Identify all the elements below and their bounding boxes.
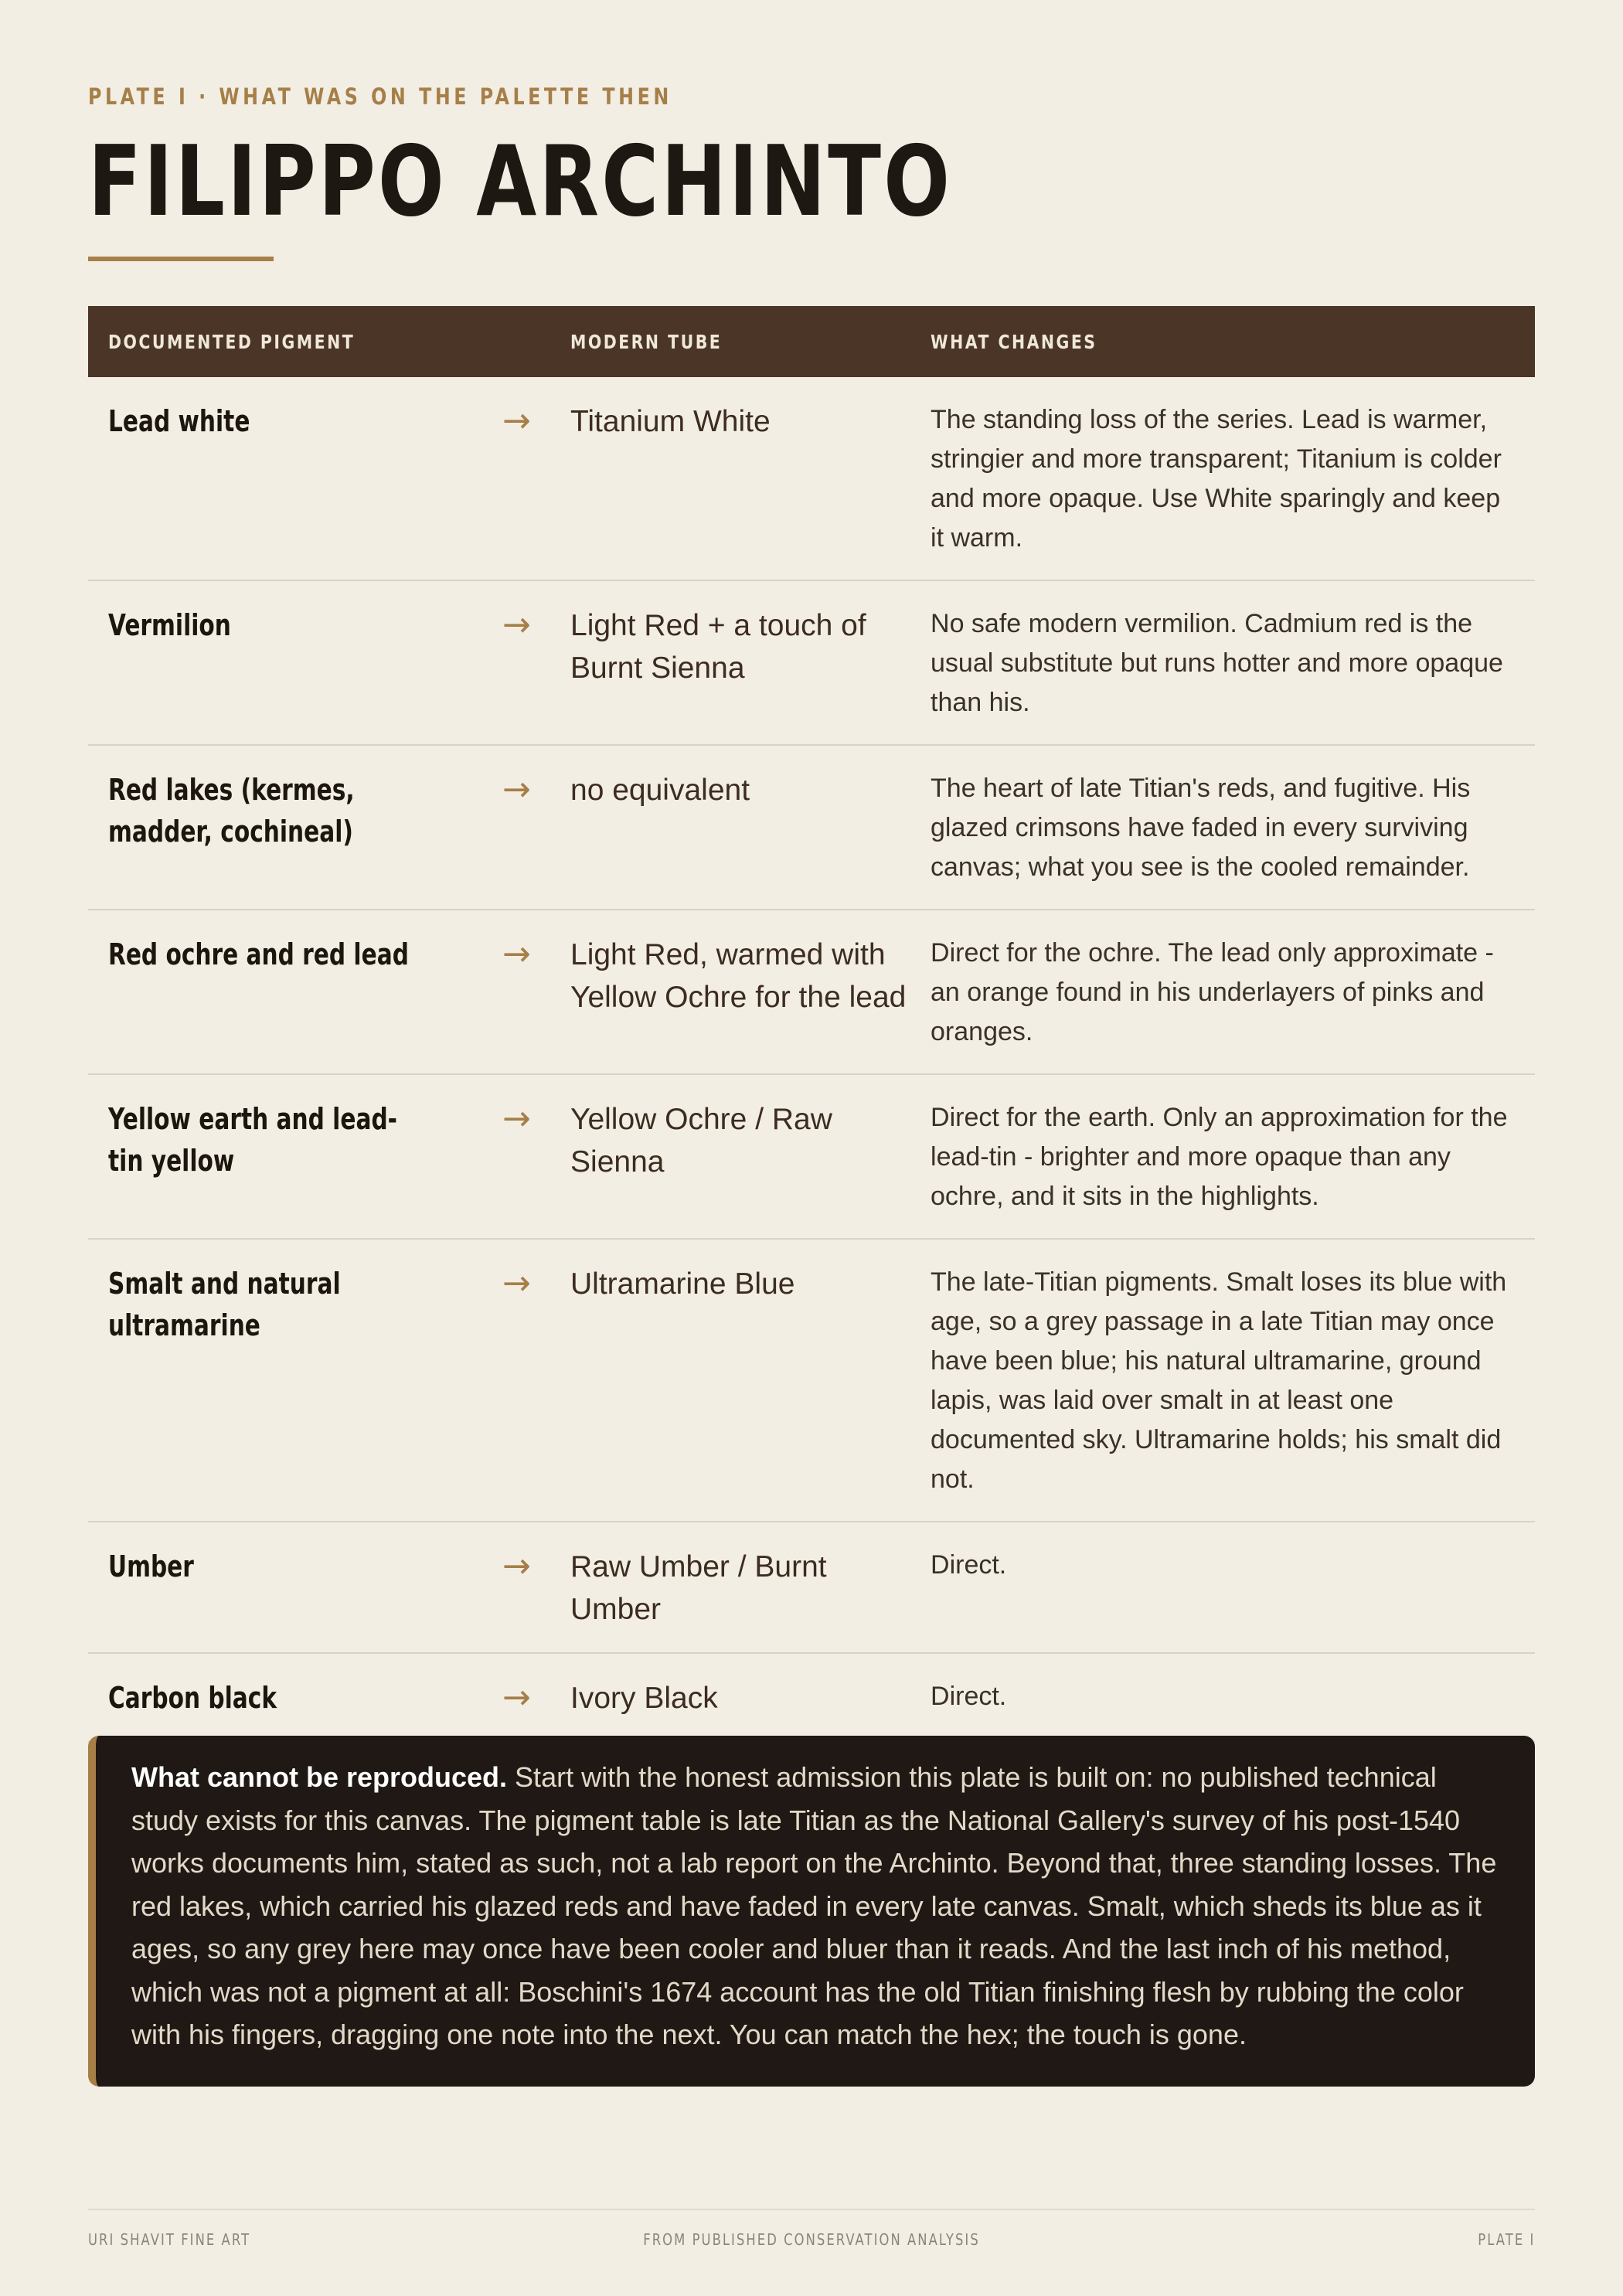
arrow-icon: → [502, 1522, 570, 1653]
modern-tube-cell: Light Red + a touch of Burnt Sienna [570, 580, 931, 745]
pigment-cell: Smalt and natural ultramarine [88, 1239, 502, 1522]
arrow-icon: → [502, 1074, 570, 1239]
column-header-pigment: DOCUMENTED PIGMENT [88, 306, 570, 377]
column-header-changes: WHAT CHANGES [931, 306, 1535, 377]
arrow-icon: → [502, 1653, 570, 1742]
arrow-icon: → [502, 580, 570, 745]
what-changes-cell: The late-Titian pigments. Smalt loses its blue with age, so a grey passage in a late Titian may once have been blue; his natural ultramarine, ground lapis, was laid over smalt in at least one documented sky. Ultramarine holds; his smalt did not. [931, 1239, 1535, 1522]
limitations-note [88, 1736, 1535, 2087]
footer-source: FROM PUBLISHED CONSERVATION ANALYSIS [643, 2230, 980, 2249]
arrow-icon: → [502, 1239, 570, 1522]
note-body: Start with the honest admission this plate is built on: no published technical study exists for this canvas. The pigment table is late Titian as the National Gallery's survey of his post-1540 works documents him, stated as such, not a lab report on the Archinto. Beyond that, three standing losses. The red lakes, which carried his glazed reds and have faded in every late canvas. Smalt, which sheds its blue as it ages, so any grey here may once have been cooler and bluer than it reads. And the last inch of his method, which was not a pigment at all: Boschini's 1674 account has the old Titian finishing flesh by rubbing the color with his fingers, dragging one note into the next. You can match the hex; the touch is gone. [131, 1761, 1497, 2050]
modern-tube-cell: Titanium White [570, 377, 931, 580]
table-header-row [88, 306, 1535, 377]
table-row [88, 910, 1535, 1074]
what-changes-cell: Direct for the earth. Only an approximation for the lead-tin - brighter and more opaque than any ochre, and it sits in the highlights. [931, 1074, 1535, 1239]
modern-tube-cell: no equivalent [570, 745, 931, 910]
plate-kicker: PLATE I · WHAT WAS ON THE PALETTE THEN [88, 83, 672, 110]
page-title: FILIPPO ARCHINTO [88, 124, 953, 238]
note-heading: What cannot be reproduced. [131, 1761, 508, 1793]
table-row [88, 745, 1535, 910]
column-header-tube: MODERN TUBE [570, 306, 931, 377]
pigment-cell: Umber [88, 1522, 502, 1653]
pigment-cell: Carbon black [88, 1653, 502, 1742]
pigment-table [88, 306, 1535, 1743]
pigment-cell: Vermilion [88, 580, 502, 745]
what-changes-cell: No safe modern vermilion. Cadmium red is the usual substitute but runs hotter and more opaque than his. [931, 580, 1535, 745]
pigment-table-body [88, 377, 1535, 1742]
what-changes-cell: Direct. [931, 1522, 1535, 1653]
footer-publisher: URI SHAVIT FINE ART [88, 2230, 251, 2249]
pigment-cell: Yellow earth and lead-tin yellow [88, 1074, 502, 1239]
table-row [88, 1653, 1535, 1742]
table-row [88, 1522, 1535, 1653]
arrow-icon: → [502, 910, 570, 1074]
table-row [88, 580, 1535, 745]
pigment-cell: Lead white [88, 377, 502, 580]
what-changes-cell: Direct. [931, 1653, 1535, 1742]
pigment-cell: Red lakes (kermes, madder, cochineal) [88, 745, 502, 910]
modern-tube-cell: Raw Umber / Burnt Umber [570, 1522, 931, 1653]
table-row [88, 377, 1535, 580]
modern-tube-cell: Light Red, warmed with Yellow Ochre for the lead [570, 910, 931, 1074]
footer-plate-number: PLATE I [1477, 2230, 1535, 2249]
modern-tube-cell: Yellow Ochre / Raw Sienna [570, 1074, 931, 1239]
pigment-cell: Red ochre and red lead [88, 910, 502, 1074]
what-changes-cell: The standing loss of the series. Lead is warmer, stringier and more transparent; Titanium is colder and more opaque. Use White sparingly and keep it warm. [931, 377, 1535, 580]
modern-tube-cell: Ultramarine Blue [570, 1239, 931, 1522]
arrow-icon: → [502, 745, 570, 910]
what-changes-cell: Direct for the ochre. The lead only approximate - an orange found in his underlayers of pinks and oranges. [931, 910, 1535, 1074]
title-underline [88, 257, 274, 261]
table-row [88, 1074, 1535, 1239]
footer-divider [88, 2209, 1535, 2210]
modern-tube-cell: Ivory Black [570, 1653, 931, 1742]
what-changes-cell: The heart of late Titian's reds, and fugitive. His glazed crimsons have faded in every surviving canvas; what you see is the cooled remainder. [931, 745, 1535, 910]
table-row [88, 1239, 1535, 1522]
arrow-icon: → [502, 377, 570, 580]
